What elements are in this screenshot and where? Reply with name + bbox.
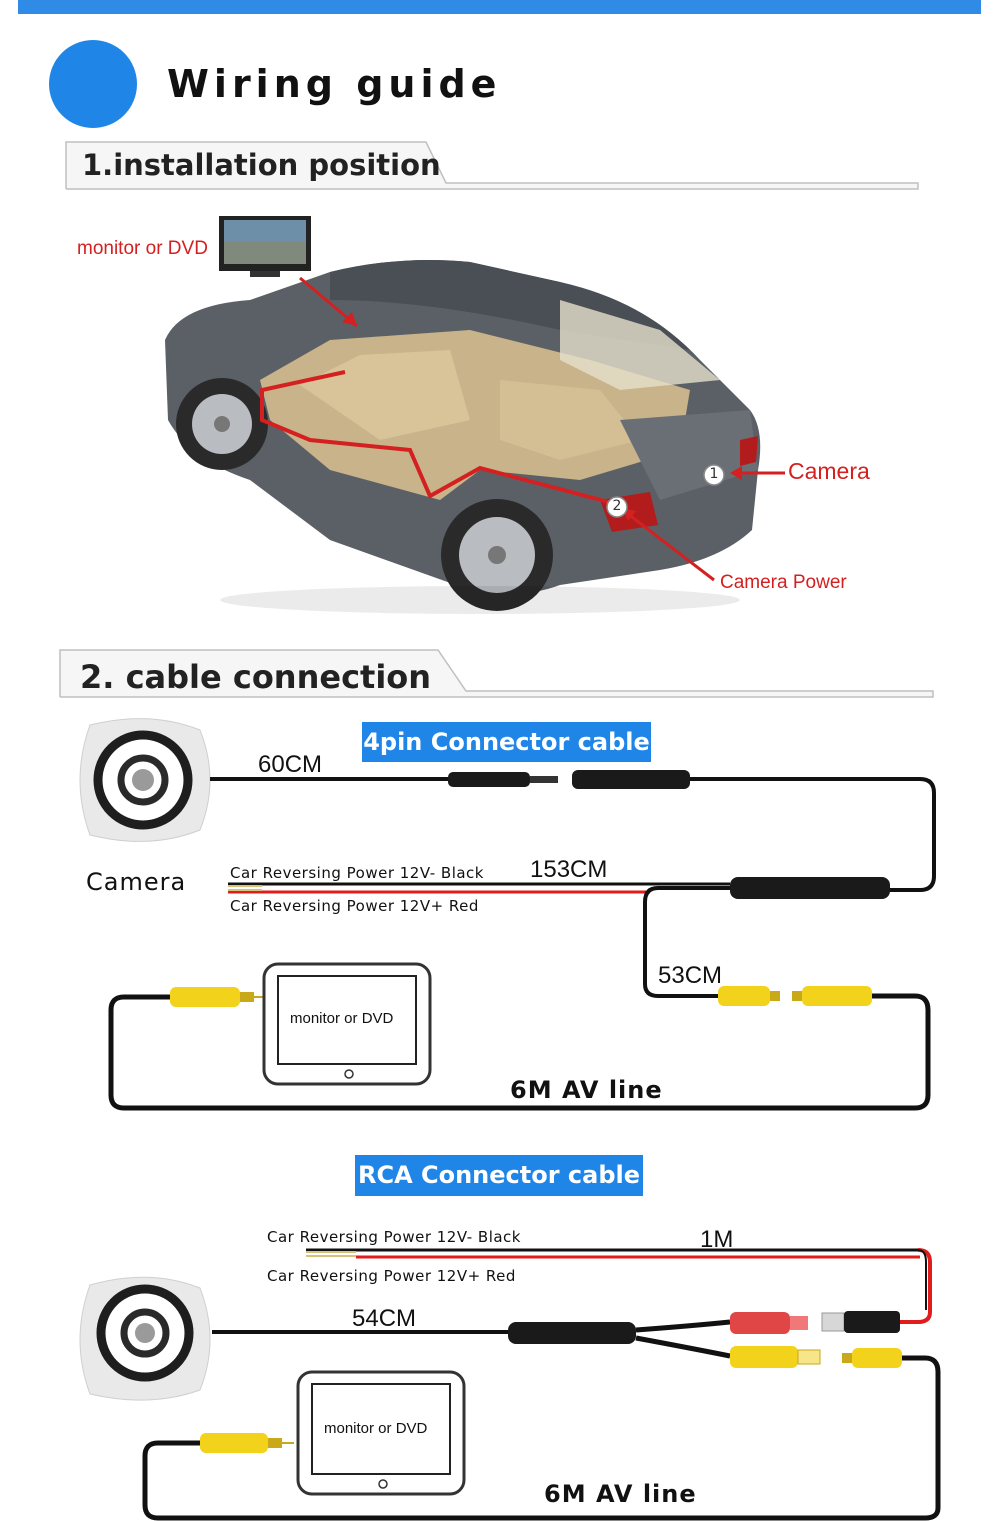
pin4-cables xyxy=(111,770,934,1108)
car-illustration xyxy=(165,260,760,614)
pin4-camera-label: Camera xyxy=(86,868,187,896)
pin4-monitor-label: monitor or DVD xyxy=(290,1010,394,1027)
installation-camera-power-label: Camera Power xyxy=(720,572,847,593)
installation-monitor-label: monitor or DVD xyxy=(77,238,208,259)
pin4-power-black-label: Car Reversing Power 12V- Black xyxy=(230,864,484,882)
marker-1-label: 1 xyxy=(709,466,719,482)
rca-power-black-label: Car Reversing Power 12V- Black xyxy=(267,1228,521,1246)
page-title: Wiring guide xyxy=(167,62,502,106)
monitor-thumbnail xyxy=(219,216,311,277)
section1-title: 1.installation position xyxy=(82,148,441,182)
pin4-length-split: 53CM xyxy=(658,962,723,989)
pin4-length-camera: 60CM xyxy=(258,751,323,778)
rca-connector-banner: RCA Connector cable xyxy=(355,1155,643,1196)
pin4-connector-banner: 4pin Connector cable xyxy=(362,722,651,762)
section2-title: 2. cable connection xyxy=(80,658,432,696)
pin4-power-red-label: Car Reversing Power 12V+ Red xyxy=(230,897,479,915)
pin4-av-line-label: 6M AV line xyxy=(510,1076,663,1104)
installation-camera-label: Camera xyxy=(788,458,870,484)
rca-length-camera: 54CM xyxy=(352,1305,417,1332)
rca-power-red-label: Car Reversing Power 12V+ Red xyxy=(267,1267,516,1285)
rca-cables xyxy=(145,1250,938,1518)
pin4-length-power: 153CM xyxy=(530,856,608,883)
rca-av-line-label: 6M AV line xyxy=(544,1480,697,1508)
rca-camera-icon xyxy=(80,1277,210,1400)
marker-2-label: 2 xyxy=(612,498,622,514)
rca-monitor-label: monitor or DVD xyxy=(324,1420,428,1437)
rca-length-power: 1M xyxy=(700,1226,734,1253)
pin4-camera-icon xyxy=(80,719,210,842)
